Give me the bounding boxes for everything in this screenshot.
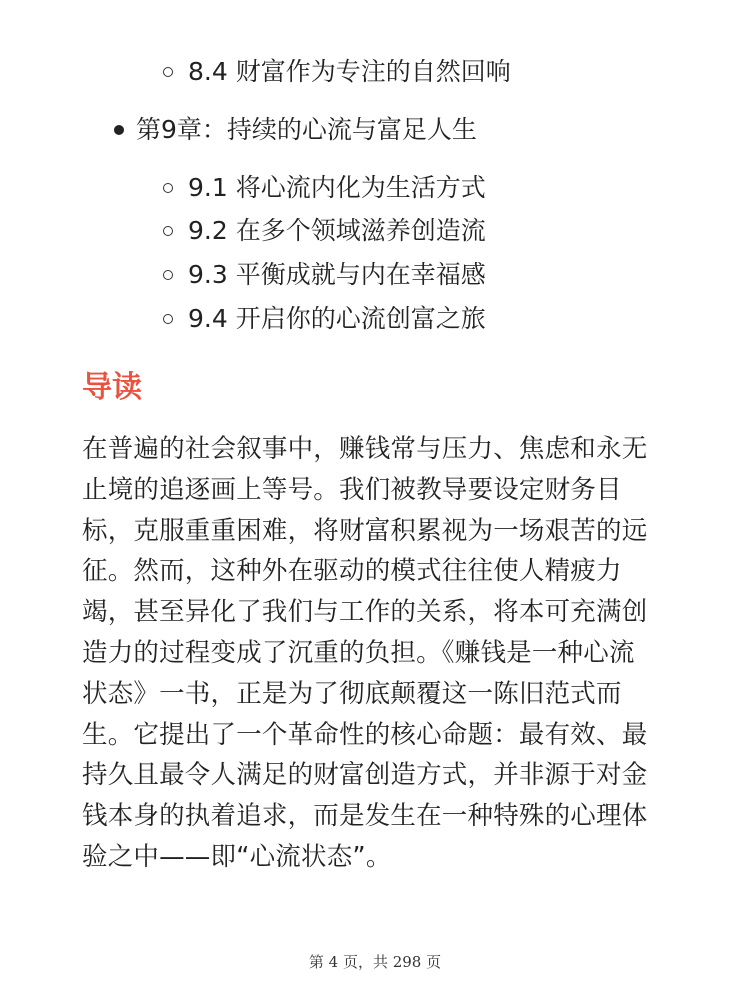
hollow-bullet-icon [163, 314, 173, 324]
paragraph-line: 造力的过程变成了沉重的负担。《赚钱是一种心流 [82, 637, 635, 668]
section-heading: 导读 [82, 370, 142, 405]
hollow-bullet-icon [163, 270, 173, 280]
page-number-footer: 第 4 页，共 298 页 [308, 953, 442, 971]
paragraph-line: 验之中——即“心流状态”。 [82, 841, 392, 872]
solid-bullet-icon [114, 125, 124, 135]
paragraph-line: 生。它提出了一个革命性的核心命题：最有效、最 [82, 719, 648, 750]
hollow-bullet-icon [163, 183, 173, 193]
toc-subitem[interactable]: 9.1 将心流内化为生活方式 [188, 173, 486, 202]
paragraph-line: 在普遍的社会叙事中，赚钱常与压力、焦虑和永无 [82, 434, 648, 464]
body-paragraph [82, 429, 672, 878]
paragraph-line: 征。然而，这种外在驱动的模式往往使人精疲力 [82, 556, 622, 587]
toc-subitem[interactable]: 9.3 平衡成就与内在幸福感 [188, 260, 486, 289]
toc-chapter-item[interactable]: 第9章：持续的心流与富足人生 [136, 115, 477, 144]
paragraph-line: 竭，甚至异化了我们与工作的关系，将本可充满创 [82, 597, 648, 628]
toc-subitem[interactable]: 9.2 在多个领域滋养创造流 [188, 216, 486, 245]
toc-subitem[interactable]: 8.4 财富作为专注的自然回响 [188, 57, 511, 86]
toc-subitem[interactable]: 9.4 开启你的心流创富之旅 [188, 304, 486, 333]
paragraph-line: 标，克服重重困难，将财富积累视为一场艰苦的远 [82, 515, 648, 546]
paragraph-line: 钱本身的执着追求，而是发生在一种特殊的心理体 [82, 801, 648, 832]
paragraph-line: 状态》一书，正是为了彻底颠覆这一陈旧范式而 [82, 678, 622, 709]
paragraph-line: 止境的追逐画上等号。我们被教导要设定财务目 [82, 474, 622, 505]
paragraph-line: 持久且最令人满足的财富创造方式，并非源于对金 [82, 760, 648, 791]
hollow-bullet-icon [163, 67, 173, 77]
hollow-bullet-icon [163, 226, 173, 236]
